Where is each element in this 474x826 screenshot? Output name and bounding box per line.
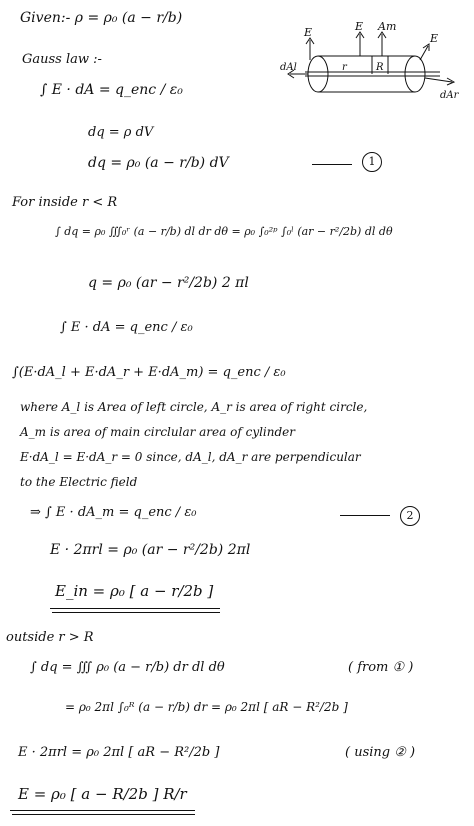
diagram-label-E-left: E bbox=[304, 26, 313, 39]
diagram-label-dAl: dAl bbox=[280, 62, 297, 73]
inside-charge: q = ρ₀ (ar − r²/2b) 2 πl bbox=[88, 275, 249, 291]
separator-eq1 bbox=[312, 164, 352, 165]
field-outside-result: E = ρ₀ [ a − R/2b ] R/r bbox=[18, 785, 187, 803]
flux-sum-equation: ∫(E·dA_l + E·dA_r + E·dA_m) = q_enc / ε₀ bbox=[12, 365, 286, 380]
diagram-label-r: r bbox=[342, 62, 347, 73]
from-eq1-note: ( from ① ) bbox=[348, 660, 414, 675]
result-underline-3 bbox=[10, 810, 195, 811]
inside-heading: For inside r < R bbox=[12, 195, 118, 210]
where-line: where A_l is Area of left circle, A_r is area of right circle, bbox=[20, 400, 368, 414]
using-eq2-note: ( using ② ) bbox=[345, 745, 416, 760]
gauss-law-heading: Gauss law :- bbox=[22, 52, 102, 67]
result-underline-4 bbox=[12, 814, 195, 815]
equation-label-1: 1 bbox=[362, 152, 382, 172]
perpendicular-line: E·dA_l = E·dA_r = 0 since, dA_l, dA_r are perpendicular bbox=[20, 450, 361, 464]
diagram-label-R: R bbox=[376, 62, 384, 73]
outside-integral-evaluated: = ρ₀ 2πl ∫₀ᴿ (a − r/b) dr = ρ₀ 2πl [ aR − R²/2b ] bbox=[65, 700, 348, 714]
dq-rho-dv: dq = ρ dV bbox=[88, 125, 154, 140]
diagram-label-dAr: dAr bbox=[440, 90, 459, 101]
equation-label-2: 2 bbox=[400, 506, 420, 526]
given-line: Given:- ρ = ρ₀ (a − r/b) bbox=[20, 10, 183, 26]
outside-integral: ∫ dq = ∭ ρ₀ (a − r/b) dr dl dθ bbox=[30, 660, 225, 675]
field-inside-derivation: E · 2πrl = ρ₀ (ar − r²/2b) 2πl bbox=[50, 542, 251, 558]
field-inside-result: E_in = ρ₀ [ a − r/2b ] bbox=[55, 582, 214, 600]
gauss-main-area: ⇒ ∫ E · dA_m = q_enc / ε₀ bbox=[30, 505, 197, 520]
diagram-label-E-top: E bbox=[355, 22, 364, 33]
diagram-label-Am: Am bbox=[378, 22, 397, 33]
gauss-inside: ∫ E · dA = q_enc / ε₀ bbox=[60, 320, 193, 335]
main-area-line: A_m is area of main circlular area of cylinder bbox=[20, 425, 296, 439]
separator-eq2 bbox=[340, 515, 390, 516]
electric-field-line: to the Electric field bbox=[20, 475, 138, 489]
diagram-label-E-right: E bbox=[430, 32, 439, 45]
result-underline-1 bbox=[50, 608, 220, 609]
field-outside-derivation: E · 2πrl = ρ₀ 2πl [ aR − R²/2b ] bbox=[18, 745, 220, 760]
gaussian-cylinder-diagram bbox=[280, 22, 470, 112]
result-underline-2 bbox=[52, 612, 220, 613]
gauss-law-equation: ∫ E · dA = q_enc / ε₀ bbox=[40, 82, 183, 98]
inside-integral: ∫ dq = ρ₀ ∭₀ʳ (a − r/b) dl dr dθ = ρ₀ ∫₀²ᵖ ∫₀ˡ (ar − r²/2b) dl dθ bbox=[55, 225, 393, 238]
dq-expanded: dq = ρ₀ (a − r/b) dV bbox=[88, 155, 229, 171]
outside-heading: outside r > R bbox=[6, 630, 94, 645]
